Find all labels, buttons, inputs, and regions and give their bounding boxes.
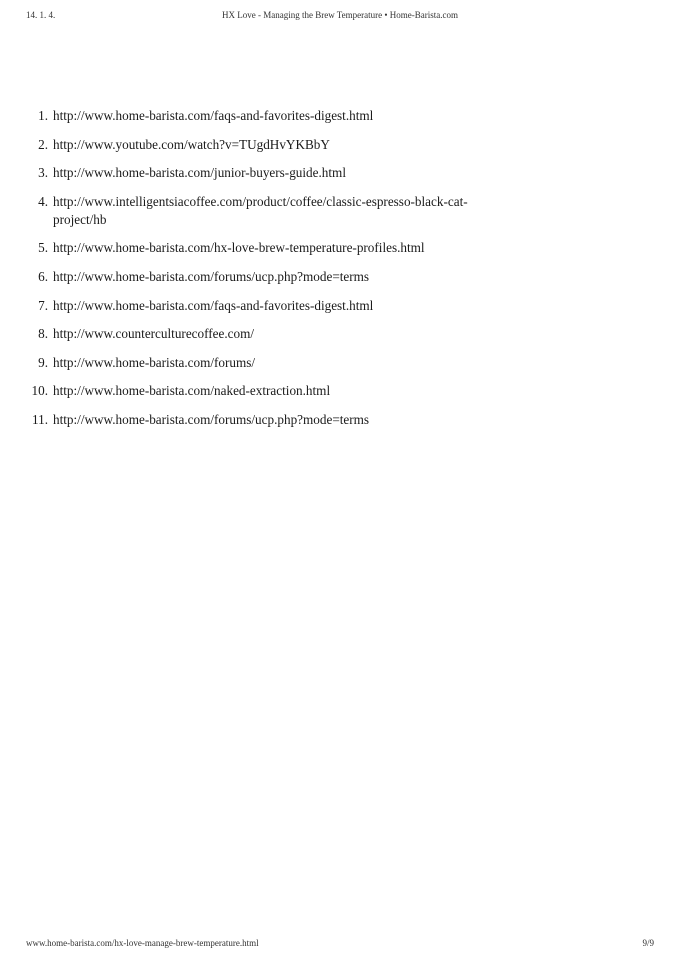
page-footer [26,938,654,952]
list-item [0,325,600,343]
page-number: 9/9 [642,938,654,948]
list-item [0,297,600,315]
reference-link-line-2: project/hb [53,211,107,227]
list-item [0,354,600,372]
list-item-number: 3. [38,165,48,181]
list-item [0,164,600,182]
list-item [0,382,600,400]
reference-link-list [0,107,600,440]
list-item [0,268,600,286]
reference-link[interactable]: http://www.home-barista.com/junior-buyers-guide.html [53,165,346,181]
page-header [26,10,654,24]
print-date: 14. 1. 4. [26,10,56,20]
list-item [0,411,600,429]
reference-link[interactable]: http://www.youtube.com/watch?v=TUgdHvYKBbY [53,136,330,152]
list-item [0,239,600,257]
reference-link[interactable]: http://www.home-barista.com/forums/ucp.php?mode=terms [53,268,370,284]
list-item-number: 10. [31,383,48,399]
list-item-number: 11. [32,411,48,427]
footer-url: www.home-barista.com/hx-love-manage-brew-temperature.html [26,938,259,948]
list-item-number: 9. [38,354,48,370]
list-item-number: 6. [38,268,48,284]
reference-link[interactable]: http://www.counterculturecoffee.com/ [53,326,255,342]
list-item-number: 2. [38,136,48,152]
page-title: HX Love - Managing the Brew Temperature • Home-Barista.com [221,10,459,20]
reference-link[interactable]: http://www.home-barista.com/faqs-and-favorites-digest.html [53,297,374,313]
list-item-number: 4. [38,193,48,209]
list-item [0,193,600,229]
reference-link[interactable]: http://www.home-barista.com/forums/ [53,354,256,370]
reference-link-line-1: http://www.intelligentsiacoffee.com/product/coffee/classic-espresso-black-cat- [53,193,468,209]
reference-link[interactable]: http://www.home-barista.com/forums/ucp.php?mode=terms [53,411,370,427]
list-item-number: 7. [38,297,48,313]
reference-link[interactable] [53,193,540,229]
reference-link[interactable]: http://www.home-barista.com/naked-extraction.html [53,383,331,399]
list-item-number: 5. [38,240,48,256]
list-item-number: 8. [38,326,48,342]
reference-link[interactable]: http://www.home-barista.com/hx-love-brew-temperature-profiles.html [53,240,425,256]
list-item-number: 1. [38,108,48,123]
list-item [0,136,600,154]
reference-link[interactable]: http://www.home-barista.com/faqs-and-favorites-digest.html [53,108,374,123]
list-item [0,107,600,125]
